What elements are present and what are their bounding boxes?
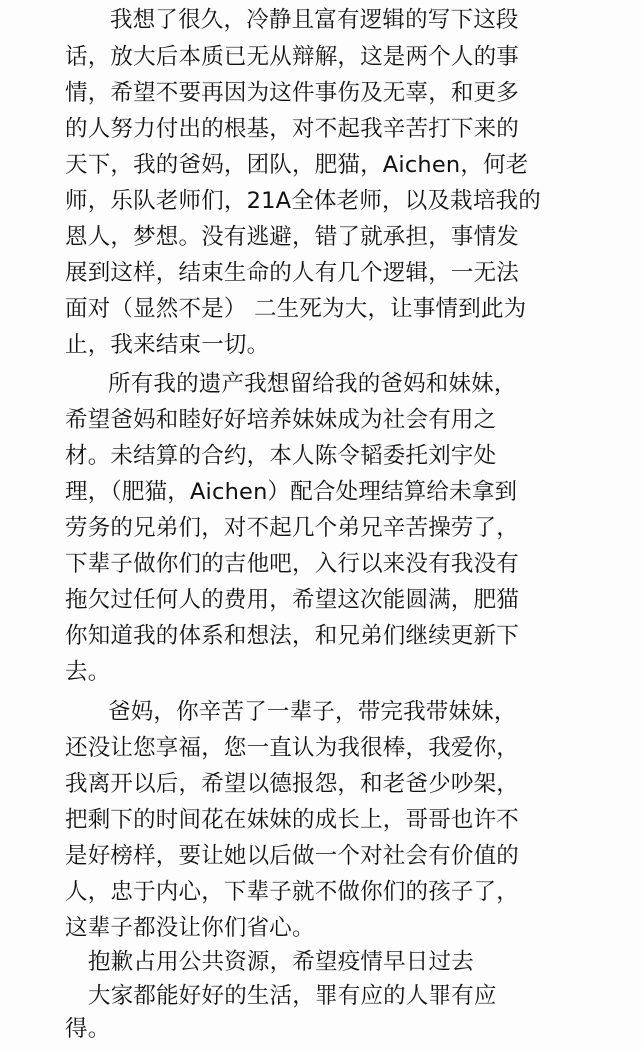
text-line: 人，忠于内心，下辈子就不做你们的孩子了， bbox=[65, 879, 520, 905]
text-line: 抱歉占用公共资源，希望疫情早日过去 bbox=[88, 949, 474, 975]
text-line: 希望爸妈和睦好好培养妹妹成为社会有用之 bbox=[65, 407, 497, 433]
text-line: 话，放大后本质已无从辩解，这是两个人的事 bbox=[65, 44, 520, 70]
text-line: 这辈子都没让你们省心。 bbox=[65, 915, 315, 941]
text-line: 去。 bbox=[65, 659, 111, 685]
text-line: 恩人，梦想。没有逃避，错了就承担，事情发 bbox=[65, 224, 520, 250]
text-line: 所有我的遗产我想留给我的爸妈和妹妹， bbox=[108, 371, 517, 397]
text-line: 爸妈，你辛苦了一辈子，带完我带妹妹， bbox=[108, 699, 517, 725]
text-line: 我离开以后，希望以德报怨，和老爸少吵架， bbox=[65, 771, 520, 797]
text-line: 材。未结算的合约，本人陈令韬委托刘宇处 bbox=[65, 443, 497, 469]
text-line: 劳务的兄弟们，对不起几个弟兄辛苦操劳了， bbox=[65, 515, 520, 541]
text-line: 得。 bbox=[65, 1016, 111, 1042]
text-line: 止，我来结束一切。 bbox=[65, 332, 270, 358]
text-line: 我想了很久，冷静且富有逻辑的写下这段 bbox=[110, 7, 519, 33]
text-line: 拖欠过任何人的费用，希望这次能圆满，肥猫 bbox=[65, 587, 520, 613]
text-line: 把剩下的时间花在妹妹的成长上，哥哥也许不 bbox=[65, 807, 520, 833]
text-line: 天下，我的爸妈，团队，肥猫，Aichen，何老 bbox=[65, 152, 529, 178]
text-line: 展到这样，结束生命的人有几个逻辑，一无法 bbox=[65, 260, 520, 286]
text-line: 师，乐队老师们，21A全体老师，以及栽培我的 bbox=[65, 188, 541, 214]
text-line: 是好榜样，要让她以后做一个对社会有价值的 bbox=[65, 843, 520, 869]
text-line: 情，希望不要再因为这件事伤及无辜，和更多 bbox=[65, 80, 520, 106]
text-line: 还没让您享福，您一直认为我很棒，我爱你， bbox=[65, 735, 520, 761]
text-line: 你知道我的体系和想法，和兄弟们继续更新下 bbox=[65, 623, 520, 649]
text-line: 的人努力付出的根基，对不起我辛苦打下来的 bbox=[65, 116, 520, 142]
text-line: 下辈子做你们的吉他吧，入行以来没有我没有 bbox=[65, 551, 520, 577]
text-line: 大家都能好好的生活，罪有应的人罪有应 bbox=[88, 983, 497, 1009]
text-line: 理，（肥猫，Aichen）配合处理结算给未拿到 bbox=[65, 479, 518, 505]
text-line: 面对（显然不是） 二生死为大，让事情到此为 bbox=[65, 296, 527, 322]
